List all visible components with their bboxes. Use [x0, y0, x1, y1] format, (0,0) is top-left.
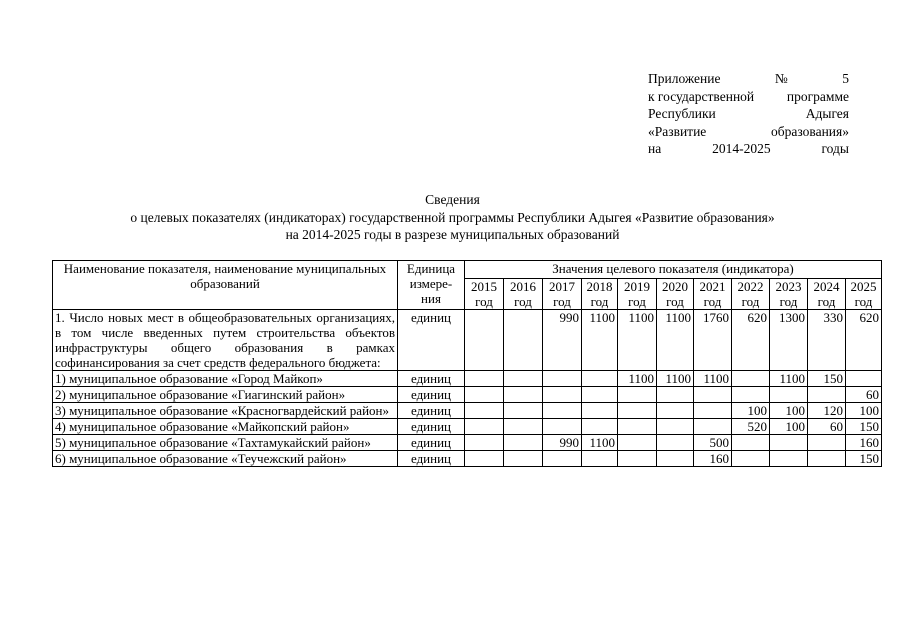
appendix-line [648, 123, 849, 141]
value-cell-2015 [465, 387, 504, 403]
table-body [53, 310, 882, 467]
value-cell-2021: 1760 [694, 310, 732, 371]
year-label: 2015 [471, 279, 497, 294]
header-unit-line: ния [421, 291, 441, 306]
value-cell-2018: 1100 [582, 310, 618, 371]
indicator-name-cell: 1) муниципальное образование «Город Майкоп» [53, 371, 398, 387]
document-title [0, 191, 905, 244]
value-cell-2023 [770, 451, 808, 467]
value-cell-2020: 1100 [657, 310, 694, 371]
value-cell-2021 [694, 419, 732, 435]
value-cell-2023: 100 [770, 403, 808, 419]
indicator-name-cell: 2) муниципальное образование «Гиагинский район» [53, 387, 398, 403]
unit-cell: единиц [398, 387, 465, 403]
table-header-row [53, 261, 882, 279]
header-unit-line: измере- [409, 276, 453, 291]
year-suffix: год [628, 294, 646, 309]
appendix-word: Адыгея [805, 106, 849, 121]
year-header-2020 [657, 279, 694, 310]
value-cell-2021: 1100 [694, 371, 732, 387]
year-label: 2024 [813, 279, 840, 294]
value-cell-2022 [732, 451, 770, 467]
value-cell-2024 [808, 451, 846, 467]
value-cell-2023: 1300 [770, 310, 808, 371]
appendix-line [648, 70, 849, 88]
appendix-word: 5 [842, 71, 849, 86]
value-cell-2018 [582, 387, 618, 403]
value-cell-2021 [694, 387, 732, 403]
value-cell-2015 [465, 371, 504, 387]
value-cell-2020 [657, 387, 694, 403]
year-label: 2018 [586, 279, 613, 294]
value-cell-2015 [465, 451, 504, 467]
appendix-word: годы [821, 141, 849, 156]
year-header-2015 [465, 279, 504, 310]
year-header-2017 [543, 279, 582, 310]
value-cell-2025: 160 [846, 435, 882, 451]
value-cell-2022: 520 [732, 419, 770, 435]
value-cell-2016 [504, 419, 543, 435]
value-cell-2023: 100 [770, 419, 808, 435]
value-cell-2025: 100 [846, 403, 882, 419]
year-header-2025 [846, 279, 882, 310]
year-label: 2020 [662, 279, 688, 294]
value-cell-2020 [657, 435, 694, 451]
unit-cell: единиц [398, 451, 465, 467]
value-cell-2022 [732, 435, 770, 451]
unit-cell: единиц [398, 403, 465, 419]
header-indicator-name: Наименование показателя, наименование муниципальных образований [53, 261, 398, 310]
value-cell-2017 [543, 371, 582, 387]
value-cell-2025: 150 [846, 419, 882, 435]
value-cell-2025: 620 [846, 310, 882, 371]
year-header-2024 [808, 279, 846, 310]
value-cell-2022 [732, 387, 770, 403]
value-cell-2017 [543, 419, 582, 435]
value-cell-2020 [657, 419, 694, 435]
table-row [53, 371, 882, 387]
appendix-line [648, 105, 849, 123]
value-cell-2019: 1100 [618, 371, 657, 387]
value-cell-2024 [808, 435, 846, 451]
unit-cell: единиц [398, 371, 465, 387]
table-row [53, 451, 882, 467]
appendix-word: на [648, 141, 662, 156]
year-suffix: год [703, 294, 722, 309]
value-cell-2015 [465, 310, 504, 371]
value-cell-2024: 150 [808, 371, 846, 387]
appendix-word: образования» [771, 123, 849, 139]
title-line-3: на 2014-2025 годы в разрезе муниципальных образований [285, 227, 620, 242]
indicator-name-cell: 4) муниципальное образование «Майкопский район» [53, 419, 398, 435]
value-cell-2016 [504, 451, 543, 467]
value-cell-2019 [618, 403, 657, 419]
value-cell-2020 [657, 451, 694, 467]
value-cell-2019 [618, 451, 657, 467]
value-cell-2015 [465, 419, 504, 435]
appendix-word: Приложение [648, 71, 721, 86]
value-cell-2025 [846, 371, 882, 387]
value-cell-2018: 1100 [582, 435, 618, 451]
table-row [53, 310, 882, 371]
year-suffix: год [590, 294, 609, 309]
value-cell-2024: 120 [808, 403, 846, 419]
value-cell-2024: 60 [808, 419, 846, 435]
value-cell-2021: 500 [694, 435, 732, 451]
value-cell-2016 [504, 435, 543, 451]
year-header-2023 [770, 279, 808, 310]
title-line-1: Сведения [425, 192, 480, 207]
year-label: 2016 [510, 279, 536, 294]
value-cell-2021 [694, 403, 732, 419]
year-suffix: год [817, 294, 836, 309]
appendix-note [648, 70, 849, 158]
table-row [53, 435, 882, 451]
value-cell-2018 [582, 419, 618, 435]
value-cell-2017: 990 [543, 310, 582, 371]
value-cell-2024 [808, 387, 846, 403]
value-cell-2016 [504, 403, 543, 419]
year-label: 2022 [737, 279, 764, 294]
indicator-name-cell: 6) муниципальное образование «Теучежский район» [53, 451, 398, 467]
unit-cell: единиц [398, 419, 465, 435]
value-cell-2019 [618, 435, 657, 451]
year-header-2016 [504, 279, 543, 310]
appendix-word: «Развитие [648, 123, 707, 139]
header-unit [398, 261, 465, 310]
value-cell-2020 [657, 403, 694, 419]
year-suffix: год [741, 294, 760, 309]
indicators-table [52, 260, 882, 467]
appendix-word: № [774, 71, 788, 86]
table-row [53, 403, 882, 419]
year-suffix: год [666, 294, 684, 309]
value-cell-2018 [582, 451, 618, 467]
year-label: 2019 [624, 279, 650, 294]
value-cell-2025: 60 [846, 387, 882, 403]
year-suffix: год [514, 294, 532, 309]
appendix-line [648, 88, 849, 106]
value-cell-2017 [543, 387, 582, 403]
title-line-2: о целевых показателях (индикаторах) государственной программы Республики Адыгея «Развитие образования» [130, 209, 775, 225]
year-label: 2023 [775, 279, 802, 294]
value-cell-2023 [770, 387, 808, 403]
appendix-word: программе [786, 88, 849, 104]
value-cell-2015 [465, 435, 504, 451]
value-cell-2018 [582, 371, 618, 387]
value-cell-2021: 160 [694, 451, 732, 467]
value-cell-2024: 330 [808, 310, 846, 371]
indicator-name-cell: 3) муниципальное образование «Красногвардейский район» [53, 403, 398, 419]
value-cell-2018 [582, 403, 618, 419]
year-label: 2017 [549, 279, 575, 294]
year-suffix: год [475, 294, 493, 309]
value-cell-2019 [618, 387, 657, 403]
table-row [53, 419, 882, 435]
year-suffix: год [854, 294, 873, 309]
year-header-2019 [618, 279, 657, 310]
indicator-name-cell: 1. Число новых мест в общеобразовательных организациях, в том числе введенных путем строительства объектов инфраструктуры общего образования в рамках софинансирования за счет средств федерального бюджета: [53, 310, 398, 371]
value-cell-2023: 1100 [770, 371, 808, 387]
unit-cell: единиц [398, 310, 465, 371]
value-cell-2020: 1100 [657, 371, 694, 387]
value-cell-2017 [543, 451, 582, 467]
unit-cell: единиц [398, 435, 465, 451]
value-cell-2017: 990 [543, 435, 582, 451]
value-cell-2019 [618, 419, 657, 435]
table-row [53, 387, 882, 403]
value-cell-2022: 100 [732, 403, 770, 419]
value-cell-2015 [465, 403, 504, 419]
header-unit-line: Единица [406, 261, 456, 276]
appendix-line [648, 140, 849, 158]
value-cell-2016 [504, 310, 543, 371]
value-cell-2017 [543, 403, 582, 419]
header-target-values: Значения целевого показателя (индикатора) [465, 261, 882, 279]
appendix-word: Республики [648, 106, 716, 121]
value-cell-2019: 1100 [618, 310, 657, 371]
value-cell-2025: 150 [846, 451, 882, 467]
value-cell-2016 [504, 387, 543, 403]
year-label: 2025 [850, 279, 877, 294]
appendix-word: 2014-2025 [712, 141, 771, 156]
appendix-word: к государственной [648, 88, 755, 104]
year-suffix: год [779, 294, 798, 309]
value-cell-2023 [770, 435, 808, 451]
value-cell-2016 [504, 371, 543, 387]
year-suffix: год [553, 294, 571, 309]
year-header-2022 [732, 279, 770, 310]
year-header-2021 [694, 279, 732, 310]
indicator-name-cell: 5) муниципальное образование «Тахтамукайский район» [53, 435, 398, 451]
value-cell-2022 [732, 371, 770, 387]
year-label: 2021 [699, 279, 726, 294]
value-cell-2022: 620 [732, 310, 770, 371]
year-header-2018 [582, 279, 618, 310]
